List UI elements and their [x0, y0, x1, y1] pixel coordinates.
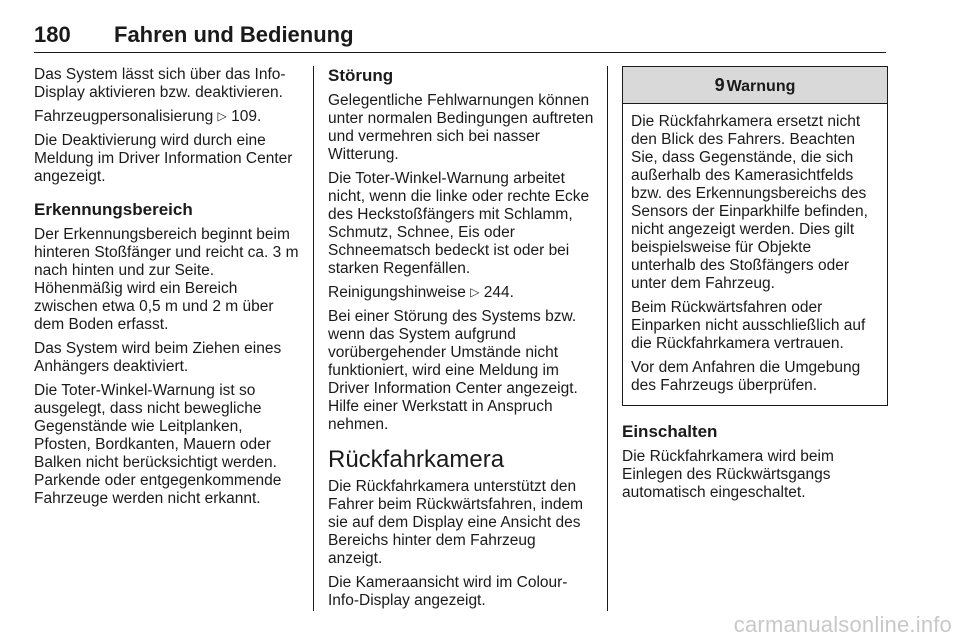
warning-icon: 9 [714, 75, 725, 95]
chapter-heading-rueckfahrkamera: Rückfahrkamera [328, 446, 505, 473]
page-reference-link[interactable]: 109. [231, 108, 262, 125]
section-heading-erkennungsbereich: Erkennungsbereich [34, 200, 193, 219]
paragraph: Die Toter-Winkel-Warnung ist so ausgelegt, dass nicht bewegliche Gegenstände wie Leitplanken, Pfosten, Bordkanten, Mauern oder Balken nicht berücksichtigt werden. Parkende oder entgegenkommende Fahrzeuge werden nicht erkannt. [34, 382, 282, 507]
paragraph: Die Rückfahrkamera unterstützt den Fahrer beim Rückwärtsfahren, indem sie auf dem Display eine Ansicht des Bereichs hinter dem Fahrzeug anzeigt. [328, 478, 583, 567]
page-header [34, 16, 886, 53]
watermark-text: carmanualsonline.info [733, 612, 952, 637]
chapter-title: Fahren und Bedienung [114, 22, 354, 47]
paragraph-personalisation [34, 108, 300, 126]
reference-text: Fahrzeugpersonalisierung [34, 108, 214, 125]
column-1 [34, 66, 300, 514]
page-reference-link[interactable]: 244. [483, 284, 514, 301]
paragraph: Gelegentliche Fehlwarnungen können unter normalen Bedingungen auftreten und vermehren sich bei nasser Witterung. [328, 92, 594, 163]
paragraph: Das System wird beim Ziehen eines Anhängers deaktiviert. [34, 340, 282, 375]
warning-paragraph: Beim Rückwärtsfahren oder Einparken nicht ausschließlich auf die Rückfahrkamera vertrauen. [631, 299, 866, 352]
column-divider-right [607, 66, 608, 611]
column-3 [622, 66, 888, 508]
paragraph: Die Rückfahrkamera wird beim Einlegen des Rückwärtsgangs automatisch eingeschaltet. [622, 448, 834, 501]
warning-paragraph: Die Rückfahrkamera ersetzt nicht den Blick des Fahrers. Beachten Sie, dass Gegenstände, die sich außerhalb des Kamerasichtfelds bzw. des Erkennungsbereichs des Sensors der Einparkhilfe befinden, nicht angezeigt werden. Dies gilt beispielsweise für Objekte unterhalb des Stoßfängers oder unter dem Fahrzeug. [631, 113, 868, 292]
warning-box [622, 66, 888, 406]
reference-arrow-icon: ▷ [470, 285, 480, 299]
warning-body [623, 104, 887, 405]
section-heading-stoerung: Störung [328, 66, 394, 85]
column-2 [328, 66, 594, 616]
paragraph-cleaning [328, 284, 594, 302]
reference-arrow-icon: ▷ [217, 109, 227, 123]
paragraph: Der Erkennungsbereich beginnt beim hinteren Stoßfänger und reicht ca. 3 m nach hinten und zur Seite. Höhenmäßig wird ein Bereich zwischen etwa 0,5 m und 2 m über dem Boden erfasst. [34, 226, 299, 333]
paragraph: Das System lässt sich über das Info-Display aktivieren bzw. deaktivieren. [34, 66, 286, 101]
warning-header [623, 67, 887, 104]
paragraph: Die Toter-Winkel-Warnung arbeitet nicht, wenn die linke oder rechte Ecke des Heckstoßfängers mit Schlamm, Schmutz, Schnee, Eis oder Schneematsch bedeckt ist oder bei starken Regenfällen. [328, 170, 590, 277]
warning-title: Warnung [726, 78, 796, 95]
reference-text: Reinigungshinweise [328, 284, 466, 301]
section-heading-einschalten: Einschalten [622, 422, 718, 441]
paragraph: Bei einer Störung des Systems bzw. wenn das System aufgrund vorübergehender Umstände nicht funktioniert, wird eine Meldung im Driver Information Center angezeigt. Hilfe einer Werkstatt in Anspruch nehmen. [328, 308, 578, 433]
paragraph: Die Deaktivierung wird durch eine Meldung im Driver Information Center angezeigt. [34, 132, 293, 185]
paragraph: Die Kameraansicht wird im Colour-Info-Display angezeigt. [328, 574, 568, 609]
warning-paragraph: Vor dem Anfahren die Umgebung des Fahrzeugs überprüfen. [631, 359, 861, 394]
column-divider-left [313, 66, 314, 611]
page-number: 180 [34, 22, 71, 47]
